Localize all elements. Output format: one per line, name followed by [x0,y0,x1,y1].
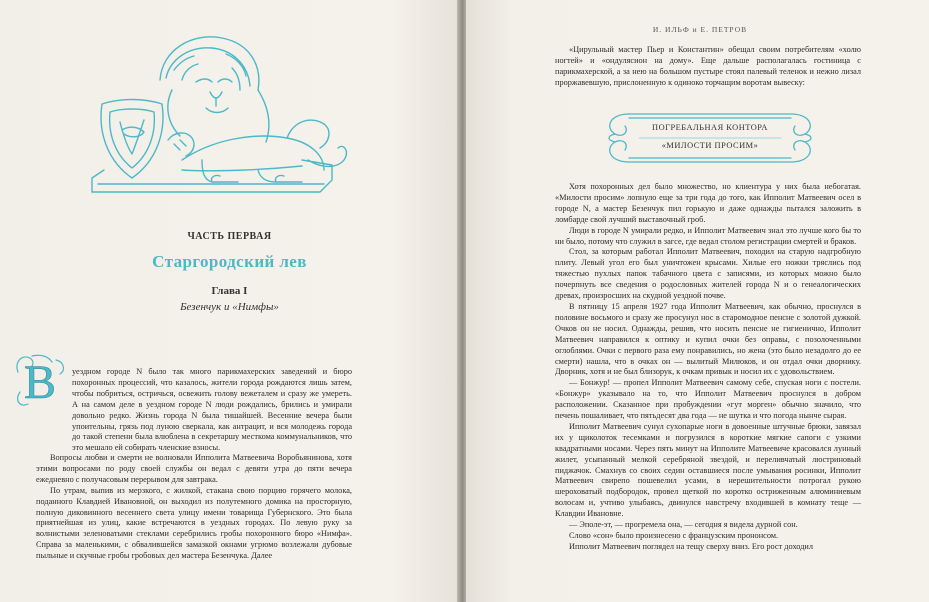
right-paragraph-6: Ипполит Матвеевич сунул сухопарые ноги в довоенные штучные брюки, завязал их у щиколоток тесемками и погрузился в короткие мягкие сапоги с узкими квадратными носами. Через пять минут на Ипполите Матвеевиче красовался лунный жилет, усыпанный мелкой серебряной звездой, и переливчатый люстриновый пиджачок. Смахнув со своих седин оставшиеся после умывания росинки, Ипполит Матвеевич свирепо пошевелил усами, в нерешительности потрогал рукою шероховатый подбородок, провел щеткой по коротко остриженным алюминиевым волосам и, учтиво улыбаясь, двинулся навстречу входившей в комнату теще — Клавдии Ивановне. [555,421,861,519]
right-paragraph-8: Слово «сон» было произнесено с французским прононсом. [569,531,779,540]
lion-illustration [62,20,358,205]
right-text-body [555,182,861,553]
right-paragraph-5: — Бонжур! — пропел Ипполит Матвеевич самому себе, спуская ноги с постели. «Бонжур» указывало на то, что Ипполит Матвеевич проснулся в добром расположении. Сказанное при пробуждении «гут морген» обычно значило, что печень пошаливает, что пятьдесят два года — не шутка и что погода нынче сырая. [555,378,861,421]
right-paragraph-0: «Цирульный мастер Пьер и Константин» обещал своим потребителям «холю ногтей» и «ондулясион на дому». Еще дальше располагалась гостиница с парикмахерской, а за нею на большом пустыре стоял палевый теленок и нежно лизал проржавевшую, прислоненную к одиноко торчащим воротам вывеску: [555,45,861,87]
right-text-top [555,45,861,89]
right-paragraph-1: Хотя похоронных дел было множество, но клиентура у них была небогатая. «Милости просим» лопнуло еще за три года до того, как Ипполит Матвеевич осел в городе N, а мастер Безенчук пил горькую и даже однажды пытался заложить в ломбарде свой лучший выставочный гроб. [555,182,861,224]
right-paragraph-9: Ипполит Матвеевич поглядел на тещу сверху вниз. Его рост доходил [569,541,814,551]
right-paragraph-2: Люди в городе N умирали редко, и Ипполит Матвеевич знал это лучше кого бы то ни было, потому что служил в загсе, где ведал столом регистрации смертей и браков. [555,225,861,246]
left-paragraph-2: Вопросы любви и смерти не волновали Ипполита Матвеевича Воробьянинова, хотя этими вопросами по роду своей службы он ведал с девяти утра до пяти вечера ежедневно с получасовым перерывом для завтрака. [36,453,352,484]
book-part-title: Старгородский лев [152,252,307,271]
right-paragraph-4: В пятницу 15 апреля 1927 года Ипполит Матвеевич, как обычно, проснулся в половине восьмого и сразу же просунул нос в старомодное пенсне с золотой дужкой. Очков он не носил. Однажды, решив, что носить пенсне не гигиенично, Ипполит Матвеевич направился к оптику и купил очки без оправы, с позолоченными оглоблями. Очки с первого раза ему понравились, но жена (это было незадолго до ее смерти) нашла, что в очках он — вылитый Милюков, и он отдал очки дворнику. Дворник, хотя и не был близорук, к очкам привык и носил их с удовольствием. [555,301,861,377]
sign-line-2: «МИЛОСТИ ПРОСИМ» [661,141,759,150]
chapter-subtitle: Безенчук и «Нимфы» [180,301,279,313]
chapter-number: Глава I [211,285,248,297]
right-paragraph-7: — Эполе-эт, — прогремела она, — сегодня я видела дурной сон. [569,520,798,530]
drop-cap-ornament [12,352,68,410]
ornamental-frame [599,108,821,168]
left-page [0,0,459,602]
left-text-intro [72,367,352,454]
sign-line-1: ПОГРЕБАЛЬНАЯ КОНТОРА [652,123,768,132]
left-paragraph-3: По утрам, выпив из мерзкого, с жилкой, стакана свою порцию горячего молока, поданного Клавдией Ивановной, он выходил из полутемного домика на просторную, полную диковинного весеннего света улицу имени товарища Губернского. Это была приятнейшая из улиц, какие встречаются в уездных городах. По левую руку за волнистыми зеленоватыми стеклами серебрились гробы похоронного бюро «Нимфа». Справа за маленькими, с обвалившейся замазкой окнами угрюмо возлежали дубовые пыльные и скучные гробы гробовых дел мастера Безенчука. Далее [36,485,352,561]
right-paragraph-3: Стол, за которым работал Ипполит Матвеевич, походил на старую надгробную плиту. Левый угол его был уничтожен крысами. Хилые его ножки тряслись под тяжестью пухлых папок табачного цвета с записями, из которых можно было почерпнуть все сведения о родословных жителей города N и о генеалогических древах, произросших на скудной уездной почве. [555,247,861,301]
left-text-body [36,453,352,562]
running-head: И. ИЛЬФ и Е. ПЕТРОВ [652,25,748,34]
part-heading: ЧАСТЬ ПЕРВАЯ [187,231,272,242]
left-paragraph-1: уездном городе N было так много парикмахерских заведений и бюро похоронных процессий, что казалось, жители города рождаются лишь затем, чтобы побриться, остричься, освежить голову вежеталем и сразу же умереть. А на самом деле в уездном городе N люди рождались, брились и умирали довольно редко. Жизнь города N была тишайшей. Весенние вечера были упоительны, грязь под луною сверкала, как антрацит, и вся молодежь города до такой степени была влюблена в секретаршу месткома коммунальников, что это мешало ей собирать членские взносы. [72,367,352,453]
drop-cap-letter: В [23,356,57,409]
